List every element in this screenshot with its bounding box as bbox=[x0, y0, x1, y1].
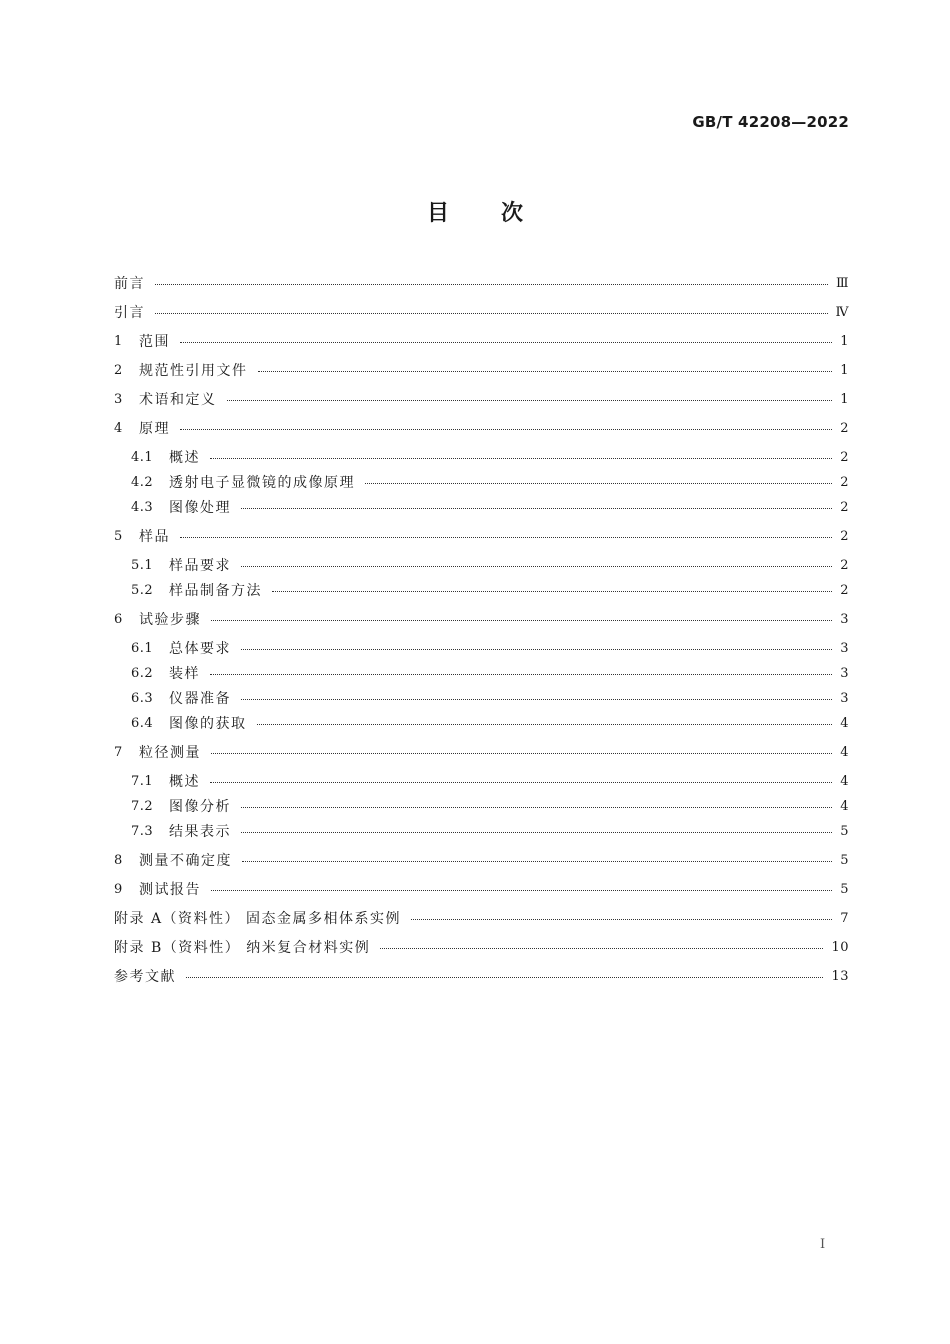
toc-entry-page: 3 bbox=[840, 665, 849, 681]
toc-entry-label bbox=[114, 360, 248, 380]
toc-dot-leader bbox=[380, 948, 823, 949]
toc-entry-label bbox=[131, 713, 247, 733]
toc-dot-leader bbox=[180, 429, 832, 430]
toc-dot-leader bbox=[242, 861, 832, 862]
toc-entry[interactable] bbox=[114, 330, 849, 352]
toc-dot-leader bbox=[272, 591, 832, 592]
toc-dot-leader bbox=[210, 458, 832, 459]
standard-number: GB/T 42208—2022 bbox=[692, 113, 849, 131]
toc-dot-leader bbox=[257, 724, 833, 725]
toc-entry-title: 样品要求 bbox=[169, 558, 231, 574]
toc-dot-leader bbox=[155, 313, 828, 314]
toc-entry-number: 4.1 bbox=[131, 449, 154, 465]
toc-entry[interactable] bbox=[114, 301, 849, 323]
toc-entry[interactable] bbox=[114, 359, 849, 381]
toc-entry[interactable] bbox=[114, 741, 849, 763]
toc-entry-label bbox=[114, 389, 217, 409]
toc-entry-title: 透射电子显微镜的成像原理 bbox=[169, 475, 355, 491]
toc-entry-number: 6 bbox=[114, 611, 123, 627]
toc-entry-number: 5 bbox=[114, 528, 123, 544]
toc-entry-page: Ⅳ bbox=[835, 304, 849, 320]
toc-entry[interactable] bbox=[114, 388, 849, 410]
toc-entry[interactable] bbox=[131, 579, 849, 601]
toc-dot-leader bbox=[180, 537, 832, 538]
toc-entry[interactable] bbox=[114, 849, 849, 871]
toc-entry-page: 2 bbox=[840, 557, 849, 573]
toc-entry-label bbox=[114, 331, 170, 351]
toc-entry-label bbox=[131, 447, 200, 467]
toc-entry-title: 测试报告 bbox=[139, 882, 201, 898]
toc-entry-title: 总体要求 bbox=[169, 641, 231, 657]
toc-dot-leader bbox=[258, 371, 833, 372]
toc-entry-title: 概述 bbox=[169, 450, 200, 466]
toc-entry-title: 参考文献 bbox=[114, 969, 176, 985]
toc-dot-leader bbox=[241, 566, 832, 567]
toc-dot-leader bbox=[211, 753, 832, 754]
toc-entry-page: 4 bbox=[840, 798, 849, 814]
toc-dot-leader bbox=[241, 649, 832, 650]
page-number: I bbox=[820, 1237, 826, 1252]
toc-entry-page: 3 bbox=[840, 611, 849, 627]
toc-entry[interactable] bbox=[114, 525, 849, 547]
toc-entry-page: 4 bbox=[840, 715, 849, 731]
toc-entry-page: 10 bbox=[831, 939, 849, 955]
toc-entry[interactable] bbox=[131, 770, 849, 792]
toc-entry[interactable] bbox=[131, 496, 849, 518]
toc-entry-label bbox=[131, 821, 231, 841]
toc-entry-number: 1 bbox=[114, 333, 123, 349]
toc-entry-title: 附录 A（资料性） 固态金属多相体系实例 bbox=[114, 911, 402, 927]
toc-entry-number: 4.2 bbox=[131, 474, 154, 490]
toc-entry-number: 9 bbox=[114, 881, 123, 897]
toc-entry-page: 1 bbox=[840, 391, 849, 407]
toc-entry-number: 7.2 bbox=[131, 798, 154, 814]
toc-entry-number: 6.1 bbox=[131, 640, 154, 656]
toc-entry[interactable] bbox=[114, 936, 849, 958]
toc-entry-label bbox=[114, 850, 232, 870]
toc-entry-number: 5.1 bbox=[131, 557, 154, 573]
toc-entry[interactable] bbox=[114, 878, 849, 900]
toc-entry-label bbox=[114, 609, 201, 629]
toc-entry-title: 粒径测量 bbox=[139, 745, 201, 761]
toc-entry-title: 试验步骤 bbox=[139, 612, 201, 628]
toc-entry-page: 5 bbox=[840, 852, 849, 868]
toc-dot-leader bbox=[155, 284, 828, 285]
toc-entry-page: 3 bbox=[840, 640, 849, 656]
toc-entry-title: 图像分析 bbox=[169, 799, 231, 815]
toc-entry-title: 装样 bbox=[169, 666, 200, 682]
toc-entry-number: 5.2 bbox=[131, 582, 154, 598]
toc-entry[interactable] bbox=[114, 417, 849, 439]
toc-entry-page: 5 bbox=[840, 881, 849, 897]
toc-entry-title: 样品 bbox=[139, 529, 170, 545]
toc-entry[interactable] bbox=[114, 272, 849, 294]
toc-dot-leader bbox=[186, 977, 823, 978]
toc-entry[interactable] bbox=[131, 662, 849, 684]
toc-entry-page: Ⅲ bbox=[835, 275, 849, 291]
toc-entry[interactable] bbox=[131, 637, 849, 659]
toc-entry-label bbox=[131, 796, 231, 816]
toc-entry-page: 5 bbox=[840, 823, 849, 839]
toc-entry-title: 原理 bbox=[139, 421, 170, 437]
toc-entry-title: 前言 bbox=[114, 276, 145, 292]
toc-dot-leader bbox=[241, 508, 832, 509]
toc-dot-leader bbox=[227, 400, 833, 401]
toc-entry-title: 样品制备方法 bbox=[169, 583, 262, 599]
toc-entry-label bbox=[131, 497, 231, 517]
toc-entry-page: 2 bbox=[840, 420, 849, 436]
toc-entry-title: 附录 B（资料性） 纳米复合材料实例 bbox=[114, 940, 371, 956]
toc-entry-number: 6.3 bbox=[131, 690, 154, 706]
toc-entry-page: 3 bbox=[840, 690, 849, 706]
toc-entry-number: 7 bbox=[114, 744, 123, 760]
toc-entry-page: 2 bbox=[840, 499, 849, 515]
toc-entry-number: 4.3 bbox=[131, 499, 154, 515]
toc-dot-leader bbox=[241, 699, 832, 700]
toc-dot-leader bbox=[210, 782, 832, 783]
toc-entry-label bbox=[131, 663, 200, 683]
toc-entry-page: 2 bbox=[840, 582, 849, 598]
toc-entry-number: 4 bbox=[114, 420, 123, 436]
toc-entry-title: 图像的获取 bbox=[169, 716, 247, 732]
toc-entry[interactable] bbox=[131, 687, 849, 709]
toc-entry-title: 规范性引用文件 bbox=[139, 363, 248, 379]
toc-entry[interactable] bbox=[131, 446, 849, 468]
toc-dot-leader bbox=[211, 620, 832, 621]
toc-entry-label bbox=[114, 526, 170, 546]
toc-entry-number: 7.1 bbox=[131, 773, 154, 789]
toc-entry-page: 2 bbox=[840, 528, 849, 544]
toc-entry-label bbox=[114, 273, 145, 293]
toc-entry-label bbox=[114, 908, 401, 928]
toc-entry-label bbox=[131, 688, 231, 708]
toc-entry[interactable] bbox=[114, 965, 849, 987]
toc-entry-page: 1 bbox=[840, 333, 849, 349]
toc-title: 目次 bbox=[426, 201, 575, 226]
toc-entry[interactable] bbox=[131, 471, 849, 493]
toc-entry-label bbox=[114, 879, 201, 899]
toc-dot-leader bbox=[365, 483, 832, 484]
toc-entry-number: 6.2 bbox=[131, 665, 154, 681]
toc-entry-number: 3 bbox=[114, 391, 123, 407]
toc-entry[interactable] bbox=[114, 907, 849, 929]
toc-entry-label bbox=[131, 580, 262, 600]
toc-entry-page: 4 bbox=[840, 773, 849, 789]
toc-entry-label bbox=[114, 418, 170, 438]
toc-entry-number: 6.4 bbox=[131, 715, 154, 731]
toc-entry-label bbox=[114, 742, 201, 762]
toc-entry-label bbox=[114, 302, 145, 322]
toc-entry[interactable] bbox=[131, 795, 849, 817]
toc-dot-leader bbox=[210, 674, 832, 675]
toc-entry-label bbox=[114, 966, 176, 986]
toc-entry-title: 测量不确定度 bbox=[139, 853, 232, 869]
toc-entry[interactable] bbox=[131, 712, 849, 734]
toc-entry[interactable] bbox=[131, 554, 849, 576]
toc-entry-label bbox=[131, 638, 231, 658]
toc-entry-title: 图像处理 bbox=[169, 500, 231, 516]
toc-entry-number: 8 bbox=[114, 852, 123, 868]
toc-entry-number: 7.3 bbox=[131, 823, 154, 839]
toc-entry-title: 仪器准备 bbox=[169, 691, 231, 707]
toc-entry-number: 2 bbox=[114, 362, 123, 378]
toc-entry[interactable] bbox=[114, 608, 849, 630]
toc-dot-leader bbox=[241, 807, 832, 808]
toc-entry-label bbox=[114, 937, 370, 957]
toc-entry[interactable] bbox=[131, 820, 849, 842]
toc-entry-title: 结果表示 bbox=[169, 824, 231, 840]
toc-entry-title: 范围 bbox=[139, 334, 170, 350]
toc-entry-page: 13 bbox=[831, 968, 849, 984]
toc-entry-page: 2 bbox=[840, 449, 849, 465]
toc-entry-page: 2 bbox=[840, 474, 849, 490]
toc-dot-leader bbox=[411, 919, 832, 920]
toc-entry-page: 7 bbox=[840, 910, 849, 926]
toc-entry-page: 4 bbox=[840, 744, 849, 760]
toc-dot-leader bbox=[241, 832, 832, 833]
toc-entry-label bbox=[131, 555, 231, 575]
toc-dot-leader bbox=[211, 890, 832, 891]
toc-entry-title: 概述 bbox=[169, 774, 200, 790]
toc-entry-label bbox=[131, 472, 355, 492]
toc-dot-leader bbox=[180, 342, 832, 343]
toc-entry-label bbox=[131, 771, 200, 791]
toc-entry-title: 术语和定义 bbox=[139, 392, 217, 408]
toc-entry-page: 1 bbox=[840, 362, 849, 378]
toc-entry-title: 引言 bbox=[114, 305, 145, 321]
